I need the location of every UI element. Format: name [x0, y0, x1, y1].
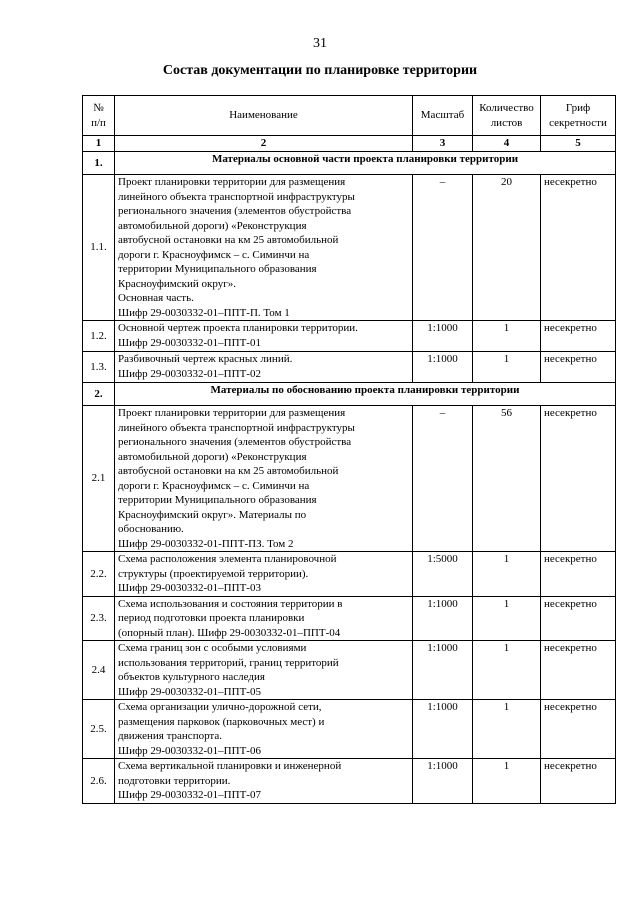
item-number: 1.1.	[83, 175, 115, 321]
item-name-line: Схема организации улично-дорожной сети,	[118, 701, 322, 713]
item-name-line: размещения парковок (парковочных мест) и	[118, 715, 325, 728]
header-sheet-count: Количество листов	[473, 96, 541, 136]
table-row	[83, 641, 616, 700]
item-scale: 1:1000	[413, 352, 473, 383]
item-name-line: Шифр 29-0030332-01–ППТ-07	[118, 789, 261, 801]
item-scale: –	[413, 406, 473, 552]
item-name-line: автобусной остановки на км 25 автомобильной	[118, 234, 339, 246]
item-name-line: Шифр 29-0030332-01–ППТ-05	[118, 685, 261, 698]
item-name-line: период подготовки проекта планировки	[118, 612, 305, 624]
item-name-line: территории Муниципального образования	[118, 263, 317, 275]
item-name-line: движения транспорта.	[118, 730, 223, 742]
header-number: № п/п	[83, 96, 115, 136]
table-header-row	[83, 96, 616, 136]
column-index: 5	[541, 136, 616, 152]
item-name-line: Красноуфимский округ».	[118, 277, 236, 290]
item-secrecy: несекретно	[541, 596, 616, 641]
item-name-line: Схема границ зон с особыми условиями	[118, 642, 307, 654]
item-number: 2.4	[83, 641, 115, 700]
item-name-line: дороги г. Красноуфимск – с. Симинчи на	[118, 479, 310, 492]
item-secrecy: несекретно	[541, 700, 616, 759]
item-sheet-count: 1	[473, 641, 541, 700]
item-name-line: использования территорий, границ территорий	[118, 656, 339, 669]
item-name-line: объектов культурного наследия	[118, 671, 265, 683]
item-name	[115, 596, 413, 641]
item-name-line: дороги г. Красноуфимск – с. Симинчи на	[118, 248, 310, 261]
item-name-line: автомобильной дороги) «Реконструкция	[118, 450, 307, 463]
item-secrecy: несекретно	[541, 552, 616, 597]
item-number: 1.3.	[83, 352, 115, 383]
item-number: 2.5.	[83, 700, 115, 759]
item-name-line: Разбивочный чертеж красных линий.	[118, 353, 293, 365]
header-name: Наименование	[115, 96, 413, 136]
item-name	[115, 321, 413, 352]
item-name	[115, 759, 413, 804]
item-name-line: линейного объекта транспортной инфраструктуры	[118, 421, 355, 434]
table-row	[83, 700, 616, 759]
item-name-line: Красноуфимский округ». Материалы по	[118, 508, 307, 521]
table-row	[83, 596, 616, 641]
item-scale: 1:1000	[413, 641, 473, 700]
item-name-line: Основной чертеж проекта планировки территории.	[118, 322, 358, 334]
item-name-line: Шифр 29-0030332-01–ППТ-П. Том 1	[118, 306, 290, 319]
item-scale: 1:1000	[413, 759, 473, 804]
item-name	[115, 641, 413, 700]
item-name-line: линейного объекта транспортной инфраструктуры	[118, 190, 355, 203]
item-name	[115, 175, 413, 321]
item-name-line: Проект планировки территории для размещения	[118, 407, 346, 419]
item-name-line: автомобильной дороги) «Реконструкция	[118, 219, 307, 232]
item-number: 1.2.	[83, 321, 115, 352]
item-name-line: Шифр 29-0030332-01-ППТ-ПЗ. Том 2	[118, 537, 294, 550]
item-name-line: структуры (проектируемой территории).	[118, 567, 309, 580]
item-number: 2.3.	[83, 596, 115, 641]
section-row	[83, 383, 616, 406]
item-sheet-count: 20	[473, 175, 541, 321]
section-number: 2.	[83, 383, 115, 406]
item-name-line: регионального значения (элементов обустройства	[118, 436, 352, 448]
item-name-line: автобусной остановки на км 25 автомобильной	[118, 465, 339, 477]
item-name-line: обоснованию.	[118, 523, 184, 535]
item-secrecy: несекретно	[541, 641, 616, 700]
item-name-line: Шифр 29-0030332-01–ППТ-06	[118, 744, 261, 757]
item-name-line: Проект планировки территории для размещения	[118, 176, 346, 188]
item-scale: 1:1000	[413, 596, 473, 641]
column-index: 4	[473, 136, 541, 152]
item-scale: 1:1000	[413, 321, 473, 352]
item-name-line: Шифр 29-0030332-01–ППТ-01	[118, 336, 261, 349]
item-sheet-count: 1	[473, 352, 541, 383]
page-number: 31	[313, 36, 327, 51]
item-name-line: Шифр 29-0030332-01–ППТ-03	[118, 582, 261, 594]
column-index: 1	[83, 136, 115, 152]
document-title: Состав документации по планировке территории	[162, 63, 478, 78]
section-number: 1.	[83, 152, 115, 175]
item-name	[115, 352, 413, 383]
item-name-line: Схема вертикальной планировки и инженерной	[118, 760, 342, 772]
item-name	[115, 552, 413, 597]
table-row	[83, 175, 616, 321]
item-name-line: Схема расположения элемента планировочной	[118, 553, 337, 565]
item-name-line: Шифр 29-0030332-01–ППТ-02	[118, 367, 261, 380]
table-row	[83, 759, 616, 804]
table-row	[83, 321, 616, 352]
item-name	[115, 406, 413, 552]
item-number: 2.1	[83, 406, 115, 552]
item-secrecy: несекретно	[541, 759, 616, 804]
item-secrecy: несекретно	[541, 321, 616, 352]
column-index: 3	[413, 136, 473, 152]
column-index-row	[83, 136, 616, 152]
header-secrecy: Гриф секретности	[541, 96, 616, 136]
item-name-line: Схема использования и состояния территории в	[118, 597, 343, 610]
item-sheet-count: 1	[473, 552, 541, 597]
table-row	[83, 552, 616, 597]
table-body	[83, 136, 616, 804]
item-sheet-count: 1	[473, 700, 541, 759]
item-name-line: подготовки территории.	[118, 774, 231, 787]
item-secrecy: несекретно	[541, 406, 616, 552]
item-scale: 1:1000	[413, 700, 473, 759]
section-title: Материалы по обоснованию проекта планировки территории	[115, 383, 616, 406]
item-sheet-count: 1	[473, 321, 541, 352]
item-name	[115, 700, 413, 759]
item-sheet-count: 1	[473, 596, 541, 641]
item-number: 2.6.	[83, 759, 115, 804]
item-sheet-count: 56	[473, 406, 541, 552]
item-name-line: территории Муниципального образования	[118, 494, 317, 506]
table-row	[83, 352, 616, 383]
documentation-table	[82, 95, 616, 804]
item-name-line: (опорный план). Шифр 29-0030332-01–ППТ-04	[118, 626, 341, 639]
item-scale: –	[413, 175, 473, 321]
item-scale: 1:5000	[413, 552, 473, 597]
item-name-line: регионального значения (элементов обустройства	[118, 205, 352, 217]
item-secrecy: несекретно	[541, 175, 616, 321]
item-secrecy: несекретно	[541, 352, 616, 383]
item-name-line: Основная часть.	[118, 292, 194, 304]
header-scale: Масштаб	[413, 96, 473, 136]
table-row	[83, 406, 616, 552]
item-sheet-count: 1	[473, 759, 541, 804]
section-row	[83, 152, 616, 175]
column-index: 2	[115, 136, 413, 152]
item-number: 2.2.	[83, 552, 115, 597]
section-title: Материалы основной части проекта планировки территории	[115, 152, 616, 175]
